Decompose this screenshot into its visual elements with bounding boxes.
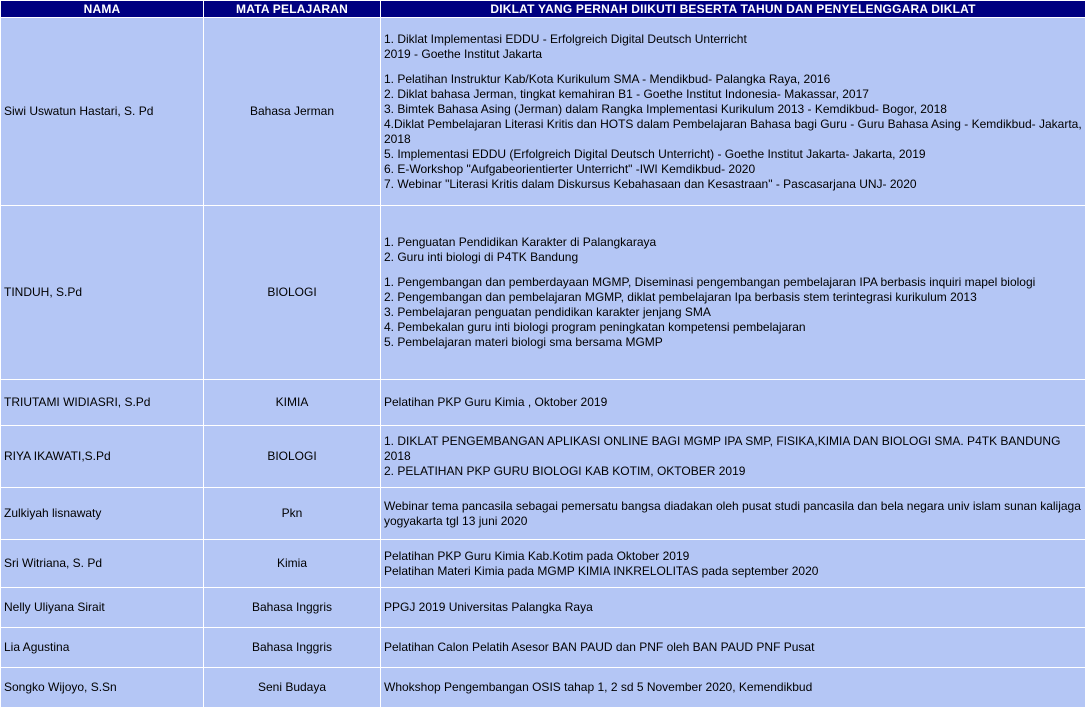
subject: Kimia xyxy=(204,540,381,588)
training-list xyxy=(381,426,1085,488)
training-list xyxy=(381,628,1085,668)
teacher-name: RIYA IKAWATI,S.Pd xyxy=(1,426,204,488)
subject: Pkn xyxy=(204,488,381,540)
training-block xyxy=(384,434,1082,479)
training-list xyxy=(381,540,1085,588)
training-item: 6. E-Workshop "Aufgabeorientierter Unterricht" -IWI Kemdikbud- 2020 xyxy=(384,161,756,176)
header-mata-pelajaran: MATA PELAJARAN xyxy=(204,1,381,18)
table-row xyxy=(1,426,1085,488)
table-row xyxy=(1,18,1085,206)
training-block xyxy=(384,499,1082,529)
training-block xyxy=(384,640,1082,655)
table-row xyxy=(1,628,1085,668)
training-list xyxy=(381,206,1085,380)
subject: Bahasa Inggris xyxy=(204,628,381,668)
training-item: 3. Bimtek Bahasa Asing (Jerman) dalam Rangka Implementasi Kurikulum 2013 - Kemdikbud- Bogor, 2018 xyxy=(384,101,947,116)
training-item: 7. Webinar "Literasi Kritis dalam Diskursus Kebahasaan dan Kesastraan" - Pascasarjana UNJ- 2020 xyxy=(384,176,917,191)
table-row xyxy=(1,488,1085,540)
training-block xyxy=(384,680,1082,695)
training-block xyxy=(384,600,1082,615)
training-item: 5. Pembelajaran materi biologi sma bersama MGMP xyxy=(384,335,663,349)
subject: Bahasa Jerman xyxy=(204,18,381,206)
training-item: 1. Diklat Implementasi EDDU - Erfolgreich Digital Deutsch Unterricht xyxy=(384,31,747,46)
training-item: PPGJ 2019 Universitas Palangka Raya xyxy=(384,600,593,614)
training-item: Pelatihan PKP Guru Kimia , Oktober 2019 xyxy=(384,395,608,409)
training-list xyxy=(381,18,1085,206)
teacher-name: Zulkiyah lisnawaty xyxy=(1,488,204,540)
training-item: 1. Pengembangan dan pemberdayaan MGMP, Diseminasi pengembangan pembelajaran IPA berbasis inquiri mapel biologi xyxy=(384,275,1036,289)
training-block xyxy=(384,275,1082,350)
training-item: 3. Pembelajaran penguatan pendidikan karakter jenjang SMA xyxy=(384,305,711,319)
training-item: Pelatihan PKP Guru Kimia Kab.Kotim pada Oktober 2019 xyxy=(384,548,690,563)
training-list xyxy=(381,588,1085,628)
header-row xyxy=(1,1,1085,18)
teacher-name: Siwi Uswatun Hastari, S. Pd xyxy=(1,18,204,206)
training-item: 5. Implementasi EDDU (Erfolgreich Digital Deutsch Unterricht) - Goethe Institut Jakarta- Jakarta, 2019 xyxy=(384,146,926,161)
subject: BIOLOGI xyxy=(204,426,381,488)
teacher-name: Nelly Uliyana Sirait xyxy=(1,588,204,628)
table-row xyxy=(1,588,1085,628)
training-item: Whokshop Pengembangan OSIS tahap 1, 2 sd 5 November 2020, Kemendikbud xyxy=(384,680,813,694)
training-item: Pelatihan Materi Kimia pada MGMP KIMIA INKRELOLITAS pada september 2020 xyxy=(384,563,819,578)
training-item: 4. Pembekalan guru inti biologi program peningkatan kompetensi pembelajaran xyxy=(384,320,806,334)
training-item: Webinar tema pancasila sebagai pemersatu bangsa diadakan oleh pusat studi pancasila dan bela negara univ islam sunan kalijaga yogyakarta tgl 13 juni 2020 xyxy=(384,498,1081,528)
training-block xyxy=(384,549,1082,579)
training-item: 1. Penguatan Pendidikan Karakter di Palangkaraya xyxy=(384,235,657,249)
teacher-name: Lia Agustina xyxy=(1,628,204,668)
training-block xyxy=(384,235,1082,265)
table-body xyxy=(1,18,1085,708)
training-item: 2019 - Goethe Institut Jakarta xyxy=(384,46,543,61)
teacher-name: Sri Witriana, S. Pd xyxy=(1,540,204,588)
training-item: Pelatihan Calon Pelatih Asesor BAN PAUD dan PNF oleh BAN PAUD PNF Pusat xyxy=(384,640,815,654)
training-item: 1. Pelatihan Instruktur Kab/Kota Kurikulum SMA - Mendikbud- Palangka Raya, 2016 xyxy=(384,71,831,86)
table-row xyxy=(1,206,1085,380)
header-nama: NAMA xyxy=(1,1,204,18)
header-diklat: DIKLAT YANG PERNAH DIIKUTI BESERTA TAHUN DAN PENYELENGGARA DIKLAT xyxy=(381,1,1085,18)
subject: BIOLOGI xyxy=(204,206,381,380)
training-item: 1. DIKLAT PENGEMBANGAN APLIKASI ONLINE BAGI MGMP IPA SMP, FISIKA,KIMIA DAN BIOLOGI SMA. P4TK BANDUNG 2018 xyxy=(384,434,1061,463)
training-list xyxy=(381,380,1085,426)
table-row xyxy=(1,668,1085,708)
training-block xyxy=(384,395,1082,410)
subject: KIMIA xyxy=(204,380,381,426)
training-item: 4.Diklat Pembelajaran Literasi Kritis dan HOTS dalam Pembelajaran Bahasa bagi Guru - Guru Bahasa Asing - Kemdikbud- Jakarta, 2018 xyxy=(384,116,1082,146)
teacher-name: Songko Wijoyo, S.Sn xyxy=(1,668,204,708)
training-list xyxy=(381,668,1085,708)
subject: Bahasa Inggris xyxy=(204,588,381,628)
teacher-name: TRIUTAMI WIDIASRI, S.Pd xyxy=(1,380,204,426)
training-block xyxy=(384,72,1082,192)
training-list xyxy=(381,488,1085,540)
training-item: 2. Pengembangan dan pembelajaran MGMP, diklat pembelajaran Ipa berbasis stem terintegrasi kurikulum 2013 xyxy=(384,290,977,304)
table-row xyxy=(1,540,1085,588)
teacher-name: TINDUH, S.Pd xyxy=(1,206,204,380)
training-block xyxy=(384,32,1082,62)
training-item: 2. Guru inti biologi di P4TK Bandung xyxy=(384,250,579,264)
subject: Seni Budaya xyxy=(204,668,381,708)
training-item: 2. Diklat bahasa Jerman, tingkat kemahiran B1 - Goethe Institut Indonesia- Makassar, 2017 xyxy=(384,86,869,101)
training-item: 2. PELATIHAN PKP GURU BIOLOGI KAB KOTIM, OKTOBER 2019 xyxy=(384,464,746,478)
table-row xyxy=(1,380,1085,426)
